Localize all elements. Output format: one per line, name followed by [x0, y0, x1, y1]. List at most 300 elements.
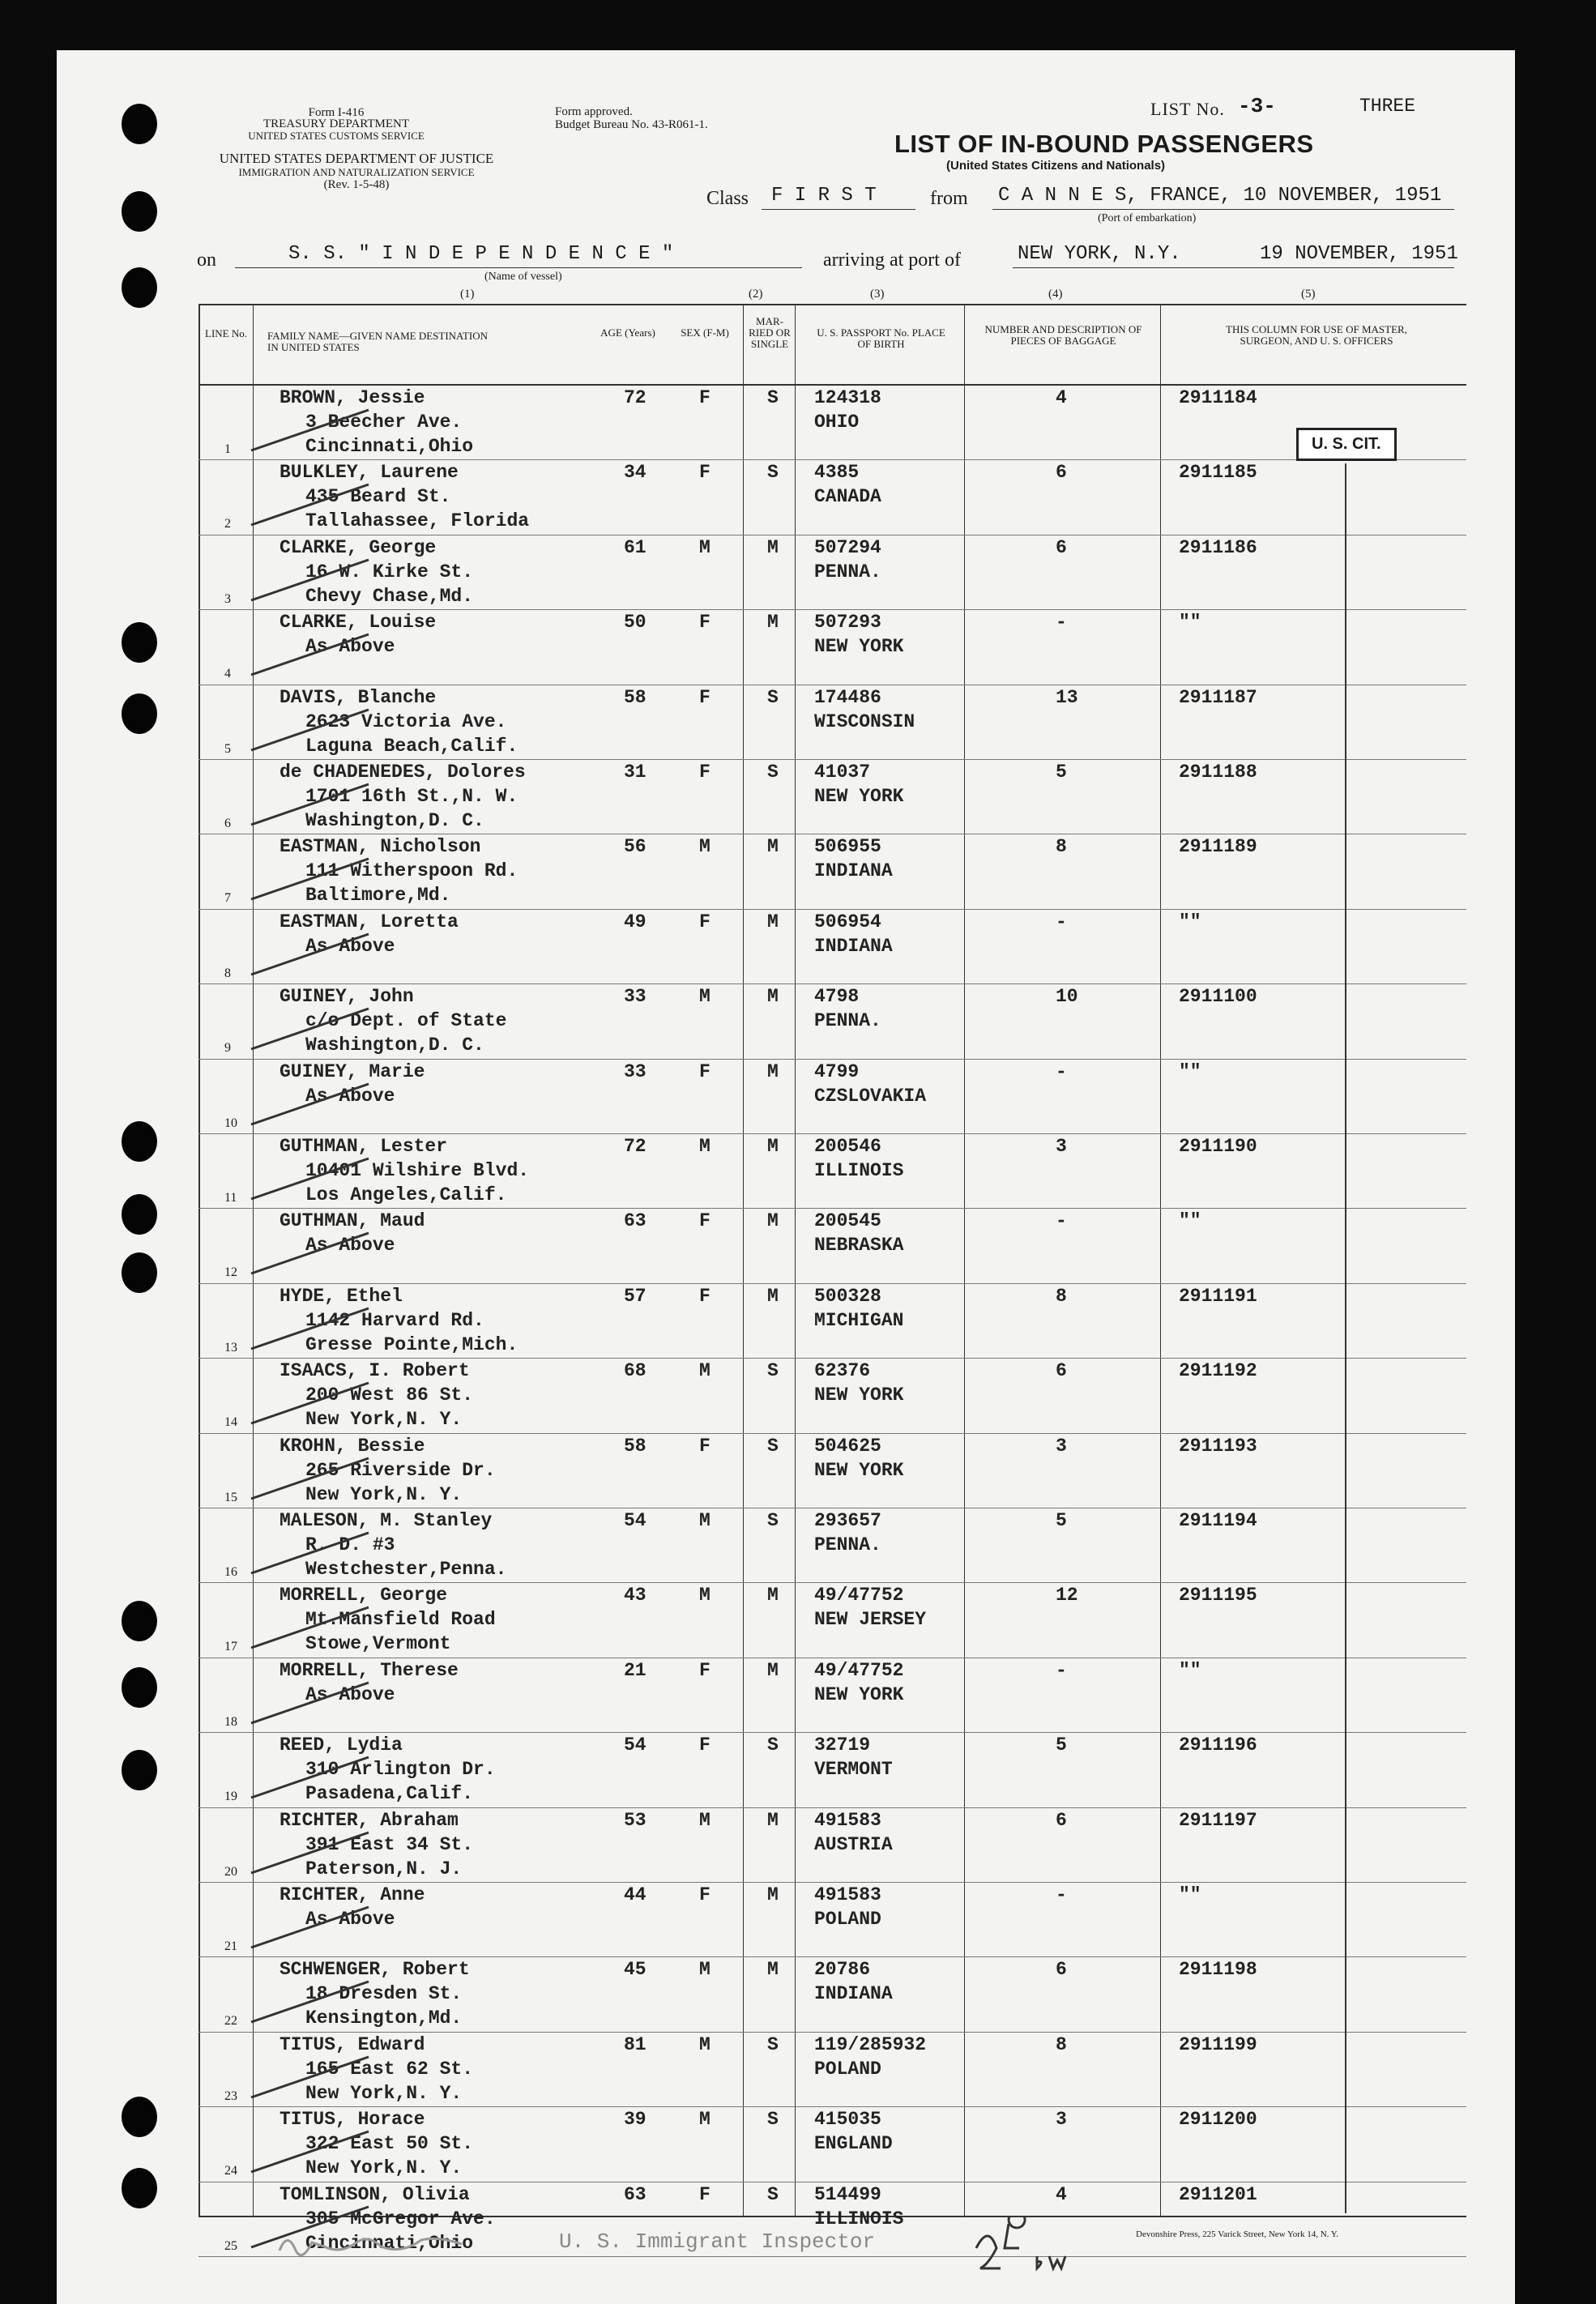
passport-number: 4385: [814, 462, 860, 484]
table-row: [198, 1583, 1466, 1658]
baggage-count: 6: [1056, 1360, 1067, 1382]
age: 57: [624, 1285, 647, 1307]
baggage-count: 8: [1056, 1285, 1067, 1307]
age: 33: [624, 1060, 647, 1082]
table-top-rule: [198, 304, 1466, 305]
baggage-count: -: [1056, 1060, 1067, 1082]
age: 72: [624, 387, 647, 408]
vessel-name: S. S. " I N D E P E N D E N C E ": [288, 243, 674, 265]
passport-number: 491583: [814, 1809, 881, 1831]
address-line-1: 322 East 50 St.: [305, 2133, 474, 2155]
class-value: F I R S T: [771, 185, 877, 207]
place-of-birth: POLAND: [814, 1909, 881, 1930]
page-title: LIST OF IN-BOUND PASSENGERS: [894, 130, 1314, 158]
line-number: 5: [224, 741, 231, 756]
sex: F: [699, 1285, 711, 1307]
passport-number: 506954: [814, 911, 881, 932]
place-of-birth: NEW JERSEY: [814, 1609, 927, 1631]
officer-number: 2911191: [1179, 1285, 1257, 1307]
passenger-name: MALESON, M. Stanley: [280, 1510, 493, 1531]
passport-number: 20786: [814, 1959, 871, 1981]
passenger-name: EASTMAN, Loretta: [280, 911, 459, 932]
vessel-note: (Name of vessel): [484, 271, 562, 283]
check-mark: [247, 852, 377, 901]
department: TREASURY DEPARTMENT: [262, 117, 410, 130]
ins: IMMIGRATION AND NATURALIZATION SERVICE: [238, 166, 475, 178]
baggage-count: 8: [1056, 2033, 1067, 2055]
age: 63: [624, 2183, 647, 2205]
table-row: [198, 1284, 1466, 1359]
passenger-name: CLARKE, George: [280, 536, 437, 558]
sex: F: [699, 1659, 711, 1681]
address-line-2: Washington,D. C.: [305, 810, 484, 831]
header-line-no: LINE No.: [205, 327, 247, 339]
address-line-2: Cincinnati,Ohio: [305, 436, 474, 457]
line-number: 12: [224, 1265, 237, 1280]
address-line-1: As Above: [305, 935, 395, 957]
marital-status: M: [767, 1659, 779, 1681]
marital-status: S: [767, 2183, 779, 2205]
address-line-2: Baltimore,Md.: [305, 885, 451, 907]
line-number: 23: [224, 2089, 237, 2103]
form-approved: Form approved.: [555, 105, 633, 118]
officer-number: 2911194: [1179, 1510, 1257, 1531]
passenger-name: RICHTER, Abraham: [280, 1809, 459, 1831]
passport-number: 124318: [814, 387, 881, 408]
address-line-2: New York,N. Y.: [305, 2157, 463, 2179]
address-line-1: 391 East 34 St.: [305, 1833, 474, 1855]
place-of-birth: PENNA.: [814, 1010, 881, 1032]
officer-number: "": [1179, 911, 1201, 932]
sex: F: [699, 387, 711, 408]
tag-line: [1345, 463, 1346, 2213]
passport-number: 41037: [814, 762, 871, 783]
table-row: [198, 834, 1466, 909]
sex: M: [699, 1585, 711, 1606]
punch-hole: [122, 1194, 157, 1235]
arrival-date: 19 NOVEMBER, 1951: [1260, 243, 1458, 265]
place-of-birth: INDIANA: [814, 935, 893, 957]
table-row: [198, 1883, 1466, 1957]
passenger-name: SCHWENGER, Robert: [280, 1959, 470, 1981]
address-line-2: Cincinnati,Ohio: [305, 2232, 474, 2254]
col-num-1: (1): [460, 288, 475, 301]
punch-hole: [122, 2097, 157, 2137]
header-name: FAMILY NAME—GIVEN NAME DESTINATION IN UNITED STATES: [267, 330, 489, 353]
from-label: from: [930, 188, 968, 209]
punch-hole: [122, 267, 157, 308]
sex: M: [699, 1809, 711, 1831]
place-of-birth: CZSLOVAKIA: [814, 1085, 927, 1107]
age: 50: [624, 612, 647, 634]
line-number: 10: [224, 1116, 237, 1130]
marital-status: S: [767, 1734, 779, 1756]
line-number: 8: [224, 966, 231, 980]
page-subtitle: (United States Citizens and Nationals): [946, 159, 1166, 173]
address-line-1: c/o Dept. of State: [305, 1010, 507, 1032]
passport-number: 500328: [814, 1285, 881, 1307]
check-mark: [247, 1452, 377, 1500]
table-row: [198, 1359, 1466, 1433]
address-line-1: 200 West 86 St.: [305, 1385, 474, 1406]
line-number: 17: [224, 1640, 237, 1654]
check-mark: [247, 628, 377, 676]
address-line-2: New York,N. Y.: [305, 2082, 463, 2104]
sex: F: [699, 462, 711, 484]
address-line-1: 3 Beecher Ave.: [305, 412, 463, 433]
passenger-name: GUTHMAN, Lester: [280, 1136, 448, 1157]
address-line-2: New York,N. Y.: [305, 1409, 463, 1431]
address-line-2: Paterson,N. J.: [305, 1858, 463, 1879]
passport-number: 32719: [814, 1734, 871, 1756]
address-line-1: 18 Dresden St.: [305, 1983, 463, 2005]
arrival-underline: [1013, 267, 1454, 268]
port-note: (Port of embarkation): [1098, 212, 1197, 224]
officer-number: "": [1179, 1659, 1201, 1681]
table-row: [198, 1808, 1466, 1883]
age: 33: [624, 986, 647, 1008]
address-line-1: 10401 Wilshire Blvd.: [305, 1160, 530, 1181]
embarkation-port: C A N N E S, FRANCE, 10 NOVEMBER, 1951: [998, 185, 1442, 207]
check-mark: [247, 928, 377, 976]
passport-number: 200546: [814, 1136, 881, 1157]
baggage-count: 4: [1056, 387, 1067, 408]
address-line-2: Tallahassee, Florida: [305, 510, 530, 532]
officer-number: 2911192: [1179, 1360, 1257, 1382]
officer-number: 2911185: [1179, 462, 1257, 484]
age: 72: [624, 1136, 647, 1157]
table-row: [198, 1209, 1466, 1283]
officer-number: 2911100: [1179, 986, 1257, 1008]
punch-hole: [122, 2168, 157, 2208]
check-mark: [247, 1751, 377, 1799]
age: 44: [624, 1884, 647, 1905]
check-mark: [247, 1901, 377, 1949]
line-number: 2: [224, 517, 231, 531]
baggage-count: -: [1056, 1884, 1067, 1905]
passenger-name: de CHADENEDES, Dolores: [280, 762, 526, 783]
sex: M: [699, 1510, 711, 1531]
line-number: 13: [224, 1340, 237, 1355]
place-of-birth: WISCONSIN: [814, 710, 915, 732]
age: 68: [624, 1360, 647, 1382]
revision: (Rev. 1-5-48): [323, 178, 390, 191]
header-passport: U. S. PASSPORT No. PLACE OF BIRTH: [817, 326, 945, 350]
customs-service: UNITED STATES CUSTOMS SERVICE: [248, 130, 425, 142]
address-line-1: 1142 Harvard Rd.: [305, 1309, 484, 1331]
marital-status: M: [767, 911, 779, 932]
marital-status: M: [767, 1136, 779, 1157]
passport-number: 4799: [814, 1060, 860, 1082]
place-of-birth: ILLINOIS: [814, 2208, 904, 2229]
table-row: [198, 2107, 1466, 2182]
sex: F: [699, 762, 711, 783]
place-of-birth: NEW YORK: [814, 1385, 904, 1406]
list-label: LIST No.: [1150, 99, 1225, 119]
passenger-name: REED, Lydia: [280, 1734, 403, 1756]
line-number: 25: [224, 2238, 237, 2253]
check-mark: [247, 1152, 377, 1201]
punch-hole: [122, 1601, 157, 1641]
officer-number: 2911198: [1179, 1959, 1257, 1981]
age: 61: [624, 536, 647, 558]
address-line-2: Los Angeles,Calif.: [305, 1184, 507, 1205]
passport-number: 293657: [814, 1510, 881, 1531]
inspector-signature: [275, 2226, 502, 2267]
age: 53: [624, 1809, 647, 1831]
baggage-count: 6: [1056, 536, 1067, 558]
marital-status: S: [767, 462, 779, 484]
marital-status: M: [767, 1884, 779, 1905]
officer-number: 2911195: [1179, 1585, 1257, 1606]
marital-status: S: [767, 1435, 779, 1457]
marital-status: M: [767, 1585, 779, 1606]
baggage-count: 12: [1056, 1585, 1078, 1606]
baggage-count: 13: [1056, 686, 1078, 708]
place-of-birth: CANADA: [814, 486, 881, 508]
printer-imprint: Devonshire Press, 225 Varick Street, New York 14, N. Y.: [1136, 2229, 1339, 2239]
dept-of-justice: UNITED STATES DEPARTMENT OF JUSTICE: [219, 151, 494, 166]
address-line-1: 305 McGregor Ave.: [305, 2208, 496, 2229]
punch-hole: [122, 1252, 157, 1293]
line-number: 15: [224, 1490, 237, 1504]
table-row: [198, 1957, 1466, 2032]
from-underline: [992, 209, 1454, 210]
punch-hole: [122, 104, 157, 144]
address-line-1: Mt.Mansfield Road: [305, 1609, 496, 1631]
address-line-1: 16 W. Kirke St.: [305, 561, 474, 582]
sex: M: [699, 2109, 711, 2131]
line-number: 20: [224, 1864, 237, 1879]
place-of-birth: AUSTRIA: [814, 1833, 893, 1855]
passenger-name: TITUS, Horace: [280, 2109, 425, 2131]
marital-status: S: [767, 2033, 779, 2055]
list-number: -3-: [1238, 94, 1276, 118]
address-line-1: As Above: [305, 1683, 395, 1705]
check-mark: [247, 703, 377, 752]
place-of-birth: PENNA.: [814, 1534, 881, 1555]
place-of-birth: NEW YORK: [814, 636, 904, 658]
list-number-words: THREE: [1359, 96, 1416, 117]
address-line-2: Stowe,Vermont: [305, 1633, 451, 1655]
line-number: 22: [224, 2014, 237, 2029]
passenger-name: RICHTER, Anne: [280, 1884, 425, 1905]
age: 63: [624, 1210, 647, 1232]
passenger-name: CLARKE, Louise: [280, 612, 437, 634]
baggage-count: -: [1056, 911, 1067, 932]
check-mark: [247, 1227, 377, 1275]
address-line-1: 111 Witherspoon Rd.: [305, 860, 518, 882]
baggage-count: 10: [1056, 986, 1078, 1008]
baggage-count: 3: [1056, 1136, 1067, 1157]
place-of-birth: INDIANA: [814, 1983, 893, 2005]
officer-number: 2911186: [1179, 536, 1257, 558]
line-number: 11: [224, 1191, 237, 1205]
check-mark: [247, 1826, 377, 1875]
baggage-count: -: [1056, 1210, 1067, 1232]
place-of-birth: PENNA.: [814, 561, 881, 582]
line-number: 24: [224, 2164, 237, 2178]
address-line-1: 265 Riverside Dr.: [305, 1459, 496, 1481]
place-of-birth: POLAND: [814, 2058, 881, 2080]
vessel-underline: [235, 267, 802, 268]
passport-number: 504625: [814, 1435, 881, 1457]
marital-status: M: [767, 536, 779, 558]
immigrant-inspector-label: U. S. Immigrant Inspector: [559, 2229, 876, 2254]
table-row: [198, 460, 1466, 535]
age: 56: [624, 836, 647, 858]
line-number: 9: [224, 1041, 231, 1056]
punch-hole: [122, 622, 157, 663]
place-of-birth: NEBRASKA: [814, 1235, 904, 1257]
table-row: [198, 610, 1466, 685]
sex: F: [699, 1210, 711, 1232]
marital-status: M: [767, 612, 779, 634]
sex: F: [699, 911, 711, 932]
age: 21: [624, 1659, 647, 1681]
address-line-2: Chevy Chase,Md.: [305, 585, 474, 607]
line-number: 6: [224, 817, 231, 830]
check-mark: [247, 403, 377, 452]
marital-status: S: [767, 762, 779, 783]
place-of-birth: MICHIGAN: [814, 1309, 904, 1331]
officer-number: 2911196: [1179, 1734, 1257, 1756]
sex: F: [699, 1060, 711, 1082]
check-mark: [247, 1526, 377, 1575]
punch-hole: [122, 693, 157, 734]
table-row: [198, 1508, 1466, 1583]
punch-hole: [122, 1750, 157, 1790]
passport-number: 119/285932: [814, 2033, 927, 2055]
baggage-count: 5: [1056, 762, 1067, 783]
passport-number: 491583: [814, 1884, 881, 1905]
arrival-port: NEW YORK, N.Y.: [1018, 243, 1181, 265]
form-number: Form I-416: [308, 106, 365, 119]
marital-status: M: [767, 836, 779, 858]
col-num-2: (2): [749, 288, 763, 301]
line-number: 1: [224, 442, 231, 456]
baggage-count: 6: [1056, 1959, 1067, 1981]
address-line-2: Westchester,Penna.: [305, 1559, 507, 1580]
header-sex: SEX (F-M): [681, 326, 729, 339]
age: 58: [624, 1435, 647, 1457]
officer-number: 2911190: [1179, 1136, 1257, 1157]
sex: M: [699, 2033, 711, 2055]
check-mark: [247, 778, 377, 826]
sex: F: [699, 612, 711, 634]
budget-bureau: Budget Bureau No. 43-R061-1.: [555, 118, 708, 131]
passport-number: 514499: [814, 2183, 881, 2205]
us-citizen-tag: U. S. CIT.: [1296, 428, 1397, 461]
place-of-birth: VERMONT: [814, 1759, 893, 1781]
baggage-count: -: [1056, 1659, 1067, 1681]
sex: M: [699, 836, 711, 858]
place-of-birth: NEW YORK: [814, 1459, 904, 1481]
passenger-name: GUINEY, Marie: [280, 1060, 425, 1082]
check-mark: [247, 1975, 377, 2024]
table-row: [198, 1733, 1466, 1807]
passenger-name: DAVIS, Blanche: [280, 686, 437, 708]
age: 54: [624, 1510, 647, 1531]
address-line-1: As Above: [305, 1909, 395, 1930]
place-of-birth: ENGLAND: [814, 2133, 893, 2155]
line-number: 21: [224, 1939, 237, 1953]
line-number: 16: [224, 1565, 237, 1579]
check-mark: [247, 1077, 377, 1126]
sex: M: [699, 1959, 711, 1981]
place-of-birth: NEW YORK: [814, 786, 904, 807]
line-number: 18: [224, 1714, 237, 1729]
header-age: AGE (Years): [600, 326, 655, 339]
age: 43: [624, 1585, 647, 1606]
age: 49: [624, 911, 647, 932]
officer-number: 2911201: [1179, 2183, 1257, 2205]
passport-number: 507294: [814, 536, 881, 558]
address-line-1: 310 Arlington Dr.: [305, 1759, 496, 1781]
passport-number: 62376: [814, 1360, 871, 1382]
officer-number: 2911200: [1179, 2109, 1257, 2131]
marital-status: M: [767, 1060, 779, 1082]
table-row: [198, 2033, 1466, 2107]
baggage-count: 6: [1056, 462, 1067, 484]
sex: M: [699, 536, 711, 558]
passenger-name: GUINEY, John: [280, 986, 414, 1008]
address-line-2: Kensington,Md.: [305, 2007, 463, 2029]
age: 39: [624, 2109, 647, 2131]
officer-number: 2911184: [1179, 387, 1257, 408]
officer-number: 2911188: [1179, 762, 1257, 783]
baggage-count: 8: [1056, 836, 1067, 858]
officer-number: "": [1179, 1210, 1201, 1232]
punch-hole: [122, 1667, 157, 1708]
passport-number: 507293: [814, 612, 881, 634]
passenger-name: KROHN, Bessie: [280, 1435, 425, 1457]
col-num-3: (3): [870, 288, 885, 301]
address-line-1: 165 East 62 St.: [305, 2058, 474, 2080]
officer-number: 2911199: [1179, 2033, 1257, 2055]
baggage-count: 3: [1056, 2109, 1067, 2131]
passport-number: 506955: [814, 836, 881, 858]
age: 45: [624, 1959, 647, 1981]
age: 31: [624, 762, 647, 783]
handwritten-time-note: [972, 2216, 1094, 2272]
passenger-name: EASTMAN, Nicholson: [280, 836, 481, 858]
line-number: 7: [224, 891, 231, 906]
marital-status: M: [767, 1285, 779, 1307]
header-married: MAR-RIED OR SINGLE: [749, 315, 791, 350]
marital-status: M: [767, 1809, 779, 1831]
address-line-2: Laguna Beach,Calif.: [305, 735, 518, 757]
punch-hole: [122, 191, 157, 232]
sex: F: [699, 1734, 711, 1756]
officer-number: 2911189: [1179, 836, 1257, 858]
passenger-name: TOMLINSON, Olivia: [280, 2183, 470, 2205]
passport-number: 174486: [814, 686, 881, 708]
sex: F: [699, 1435, 711, 1457]
table-row: [198, 760, 1466, 834]
place-of-birth: INDIANA: [814, 860, 893, 882]
sex: M: [699, 1360, 711, 1382]
baggage-count: 5: [1056, 1734, 1067, 1756]
passport-number: 49/47752: [814, 1585, 904, 1606]
baggage-count: 4: [1056, 2183, 1067, 2205]
col-num-4: (4): [1048, 288, 1063, 301]
officer-number: "": [1179, 612, 1201, 634]
address-line-1: 2623 Victoria Ave.: [305, 710, 507, 732]
officer-number: 2911187: [1179, 686, 1257, 708]
check-mark: [247, 1601, 377, 1649]
line-number: 19: [224, 1790, 237, 1804]
